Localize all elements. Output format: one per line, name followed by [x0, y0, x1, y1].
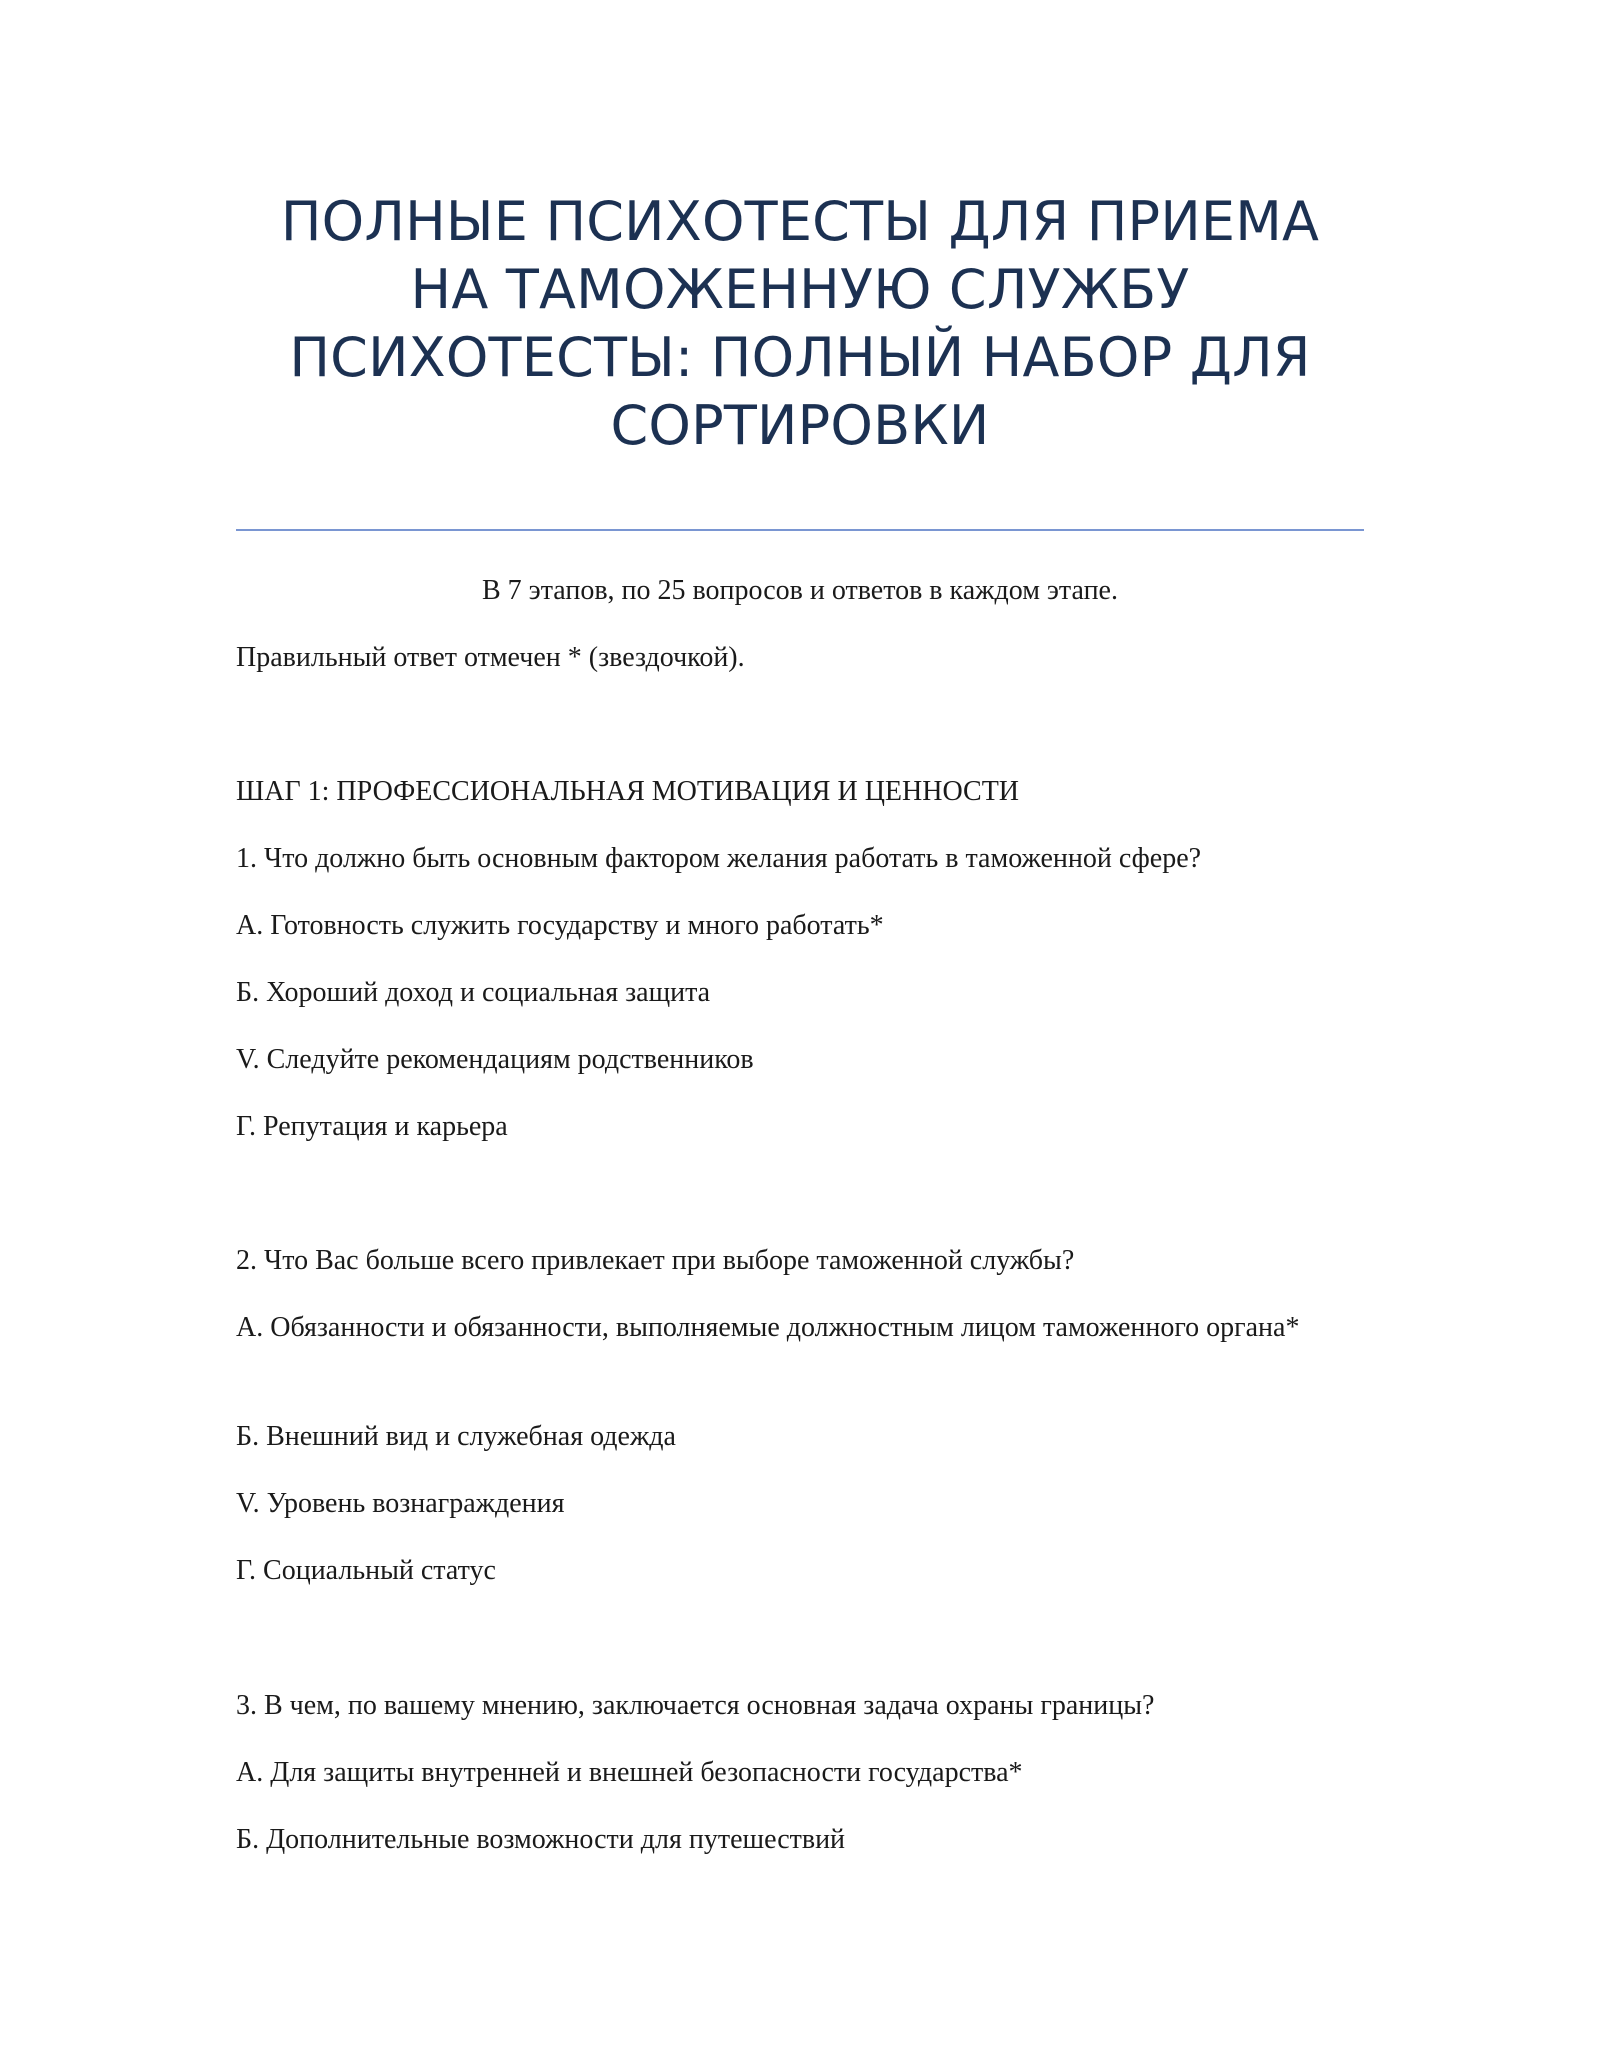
question-text: 3. В чем, по вашему мнению, заключается основная задача охраны границы?: [236, 1690, 1155, 1721]
answer-option: А. Готовность служить государству и много работать*: [236, 910, 884, 941]
answer-option: Г. Социальный статус: [236, 1555, 496, 1586]
title-divider: [236, 529, 1364, 531]
title-line: СОРТИРОВКИ: [610, 394, 990, 457]
answer-key-note: Правильный ответ отмечен * (звездочкой).: [236, 642, 745, 673]
answer-option: Б. Внешний вид и служебная одежда: [236, 1421, 676, 1452]
answer-option: А. Обязанности и обязанности, выполняемые должностным лицом таможенного органа*: [236, 1312, 1300, 1343]
document-title: [236, 188, 1364, 460]
answer-option: Г. Репутация и карьера: [236, 1111, 508, 1142]
question-text: 1. Что должно быть основным фактором желания работать в таможенной сфере?: [236, 843, 1202, 874]
title-line: НА ТАМОЖЕННУЮ СЛУЖБУ: [410, 258, 1190, 321]
answer-option: V. Уровень вознаграждения: [236, 1488, 565, 1519]
answer-option: Б. Дополнительные возможности для путешествий: [236, 1824, 846, 1855]
answer-option: А. Для защиты внутренней и внешней безопасности государства*: [236, 1757, 1023, 1788]
title-line: ПСИХОТЕСТЫ: ПОЛНЫЙ НАБОР ДЛЯ: [289, 326, 1311, 389]
step-heading: ШАГ 1: ПРОФЕССИОНАЛЬНАЯ МОТИВАЦИЯ И ЦЕННОСТИ: [236, 776, 1020, 807]
answer-option: V. Следуйте рекомендациям родственников: [236, 1044, 754, 1075]
title-line: ПОЛНЫЕ ПСИХОТЕСТЫ ДЛЯ ПРИЕМА: [280, 190, 1320, 253]
answer-option: Б. Хороший доход и социальная защита: [236, 977, 711, 1008]
intro-text: В 7 этапов, по 25 вопросов и ответов в каждом этапе.: [482, 575, 1118, 606]
question-text: 2. Что Вас больше всего привлекает при выборе таможенной службы?: [236, 1245, 1075, 1276]
